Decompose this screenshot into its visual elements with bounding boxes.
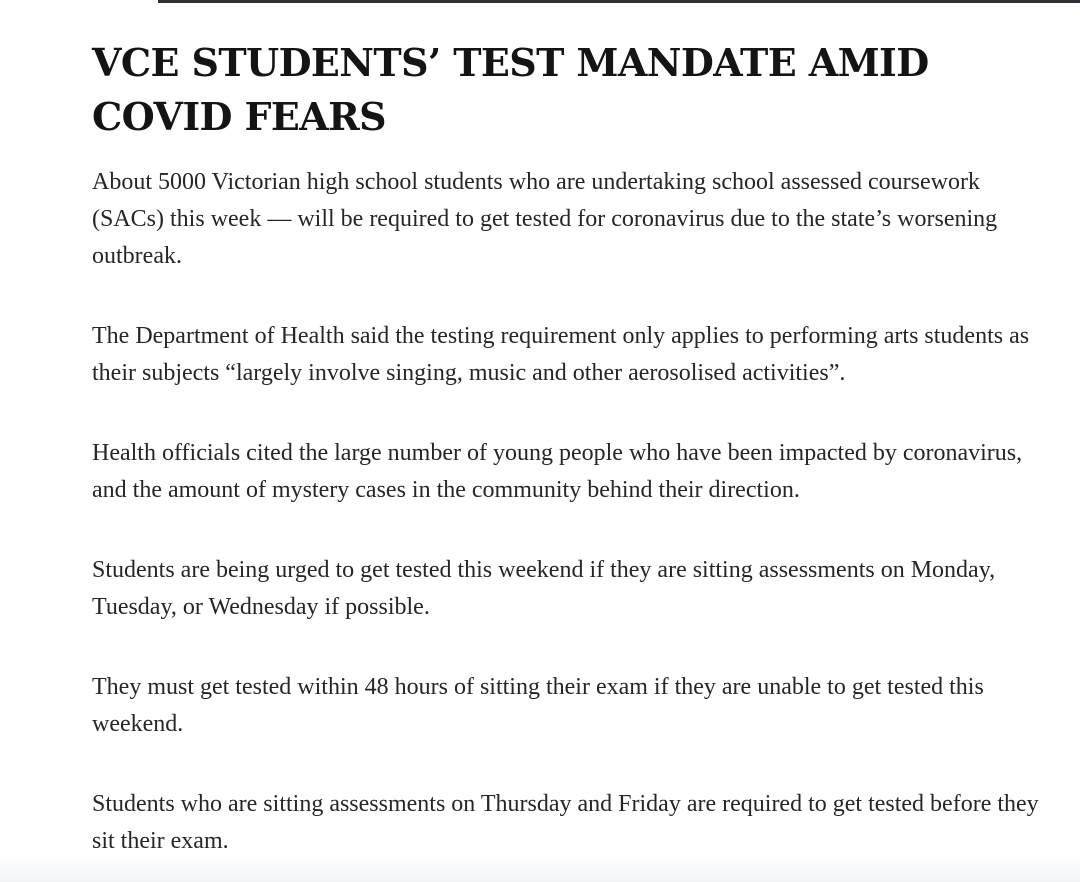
top-divider [158, 0, 1080, 3]
paragraph: Students who are sitting assessments on Thursday and Friday are required to get tested before they sit their exam. [92, 791, 1039, 854]
paragraph: The Department of Health said the testing requirement only applies to performing arts students as their subjects “largely involve singing, music and other aerosolised activities”. [92, 323, 1030, 386]
headline: VCE STUDENTS’ TEST MANDATE AMID COVID FEARS [92, 40, 929, 139]
paragraph: About 5000 Victorian high school students who are undertaking school assessed coursework (SACs) this week — will be required to get tested for coronavirus due to the state’s worsening outbreak. [92, 169, 998, 269]
paragraph: Students are being urged to get tested this weekend if they are sitting assessments on Monday, Tuesday, or Wednesday if possible. [92, 557, 996, 620]
article-content [92, 36, 1052, 882]
article-body [92, 164, 1052, 860]
paragraph: Health officials cited the large number of young people who have been impacted by coronavirus, and the amount of mystery cases in the community behind their direction. [92, 440, 1023, 503]
paragraph: They must get tested within 48 hours of sitting their exam if they are unable to get tested this weekend. [92, 674, 984, 737]
bottom-fade [0, 854, 1080, 882]
